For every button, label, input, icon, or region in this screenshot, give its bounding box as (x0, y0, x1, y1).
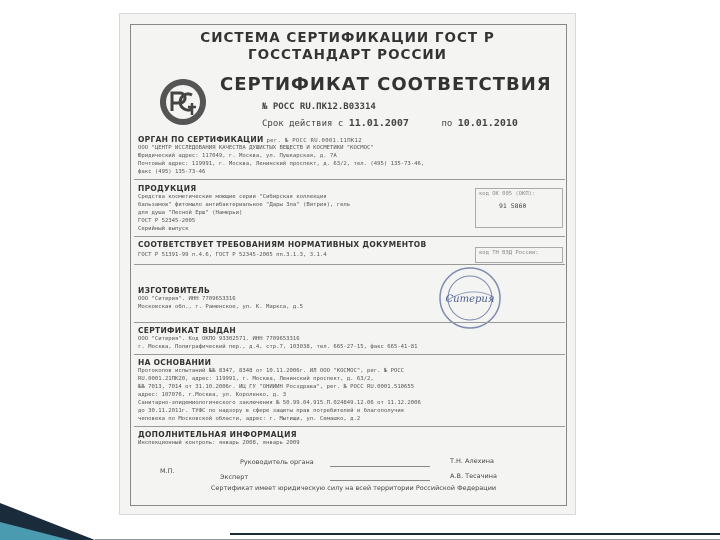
additional-heading: ДОПОЛНИТЕЛЬНАЯ ИНФОРМАЦИЯ (138, 430, 297, 439)
valid-from: 11.01.2007 (348, 118, 409, 129)
valid-to: 10.01.2010 (457, 118, 518, 129)
product-heading: ПРОДУКЦИЯ (138, 184, 197, 193)
divider (134, 179, 565, 180)
issued-line-1: ООО "Ситерия". Код ОКПО 93302571. ИНН 7709653316 (138, 336, 300, 342)
okp-value: 91 5860 (499, 202, 527, 210)
basis-line-5: Санитарно-эпидемиологического заключения № 50.99.04.915.П.024849.12.06 от 11.12.2006 (138, 400, 421, 406)
certificate-number: № РОСС RU.ПК12.В03314 (262, 102, 376, 112)
basis-line-2: RU.0001.21ПК20, адрес: 119991, г. Москва, Ленинский проспект, д. 63/2, (138, 376, 374, 382)
header-system: СИСТЕМА СЕРТИФИКАЦИИ ГОСТ Р (200, 30, 495, 46)
divider (134, 426, 565, 427)
stamp-text: Ситерия (445, 294, 495, 305)
certificate-footer: Сертификат имеет юридическую силу на всей территории Российской Федерации (210, 484, 497, 492)
rst-logo-icon (158, 77, 208, 127)
basis-line-1: Протоколов испытаний №№ 8347, 8348 от 10.11.2006г. ИЛ ООО "КОСМОС", рег. № РОСС (138, 368, 405, 374)
tnved-code-box (475, 247, 563, 263)
certificate-title: СЕРТИФИКАТ СООТВЕТСТВИЯ (220, 74, 552, 95)
product-line-3: для душа "Лесной Ерш" (Намерьи) (138, 210, 243, 216)
head-signature-name: Т.Н. Алехина (450, 457, 494, 465)
organ-line-3: Почтовый адрес: 119991, г. Москва, Ленинский проспект, д. 63/2, тел. (495) 135-73-46, (138, 161, 425, 167)
organ-line-4: факс (495) 135-73-46 (138, 169, 206, 175)
slide-ornament-icon (0, 500, 720, 540)
manufacturer-heading: ИЗГОТОВИТЕЛЬ (138, 286, 211, 295)
validity-to-label: по (441, 119, 453, 129)
product-line-5: Серийный выпуск (138, 226, 189, 232)
product-line-2: бальзамов" фитомыло антибактериальное "Дары Зла" (Витрия), гель (138, 202, 351, 208)
expert-signature-line (330, 480, 430, 481)
issued-line-2: г. Москва, Полиграфический пер., д.4, стр.7, 103038, тел. 665-27-15, факс 665-41-81 (138, 344, 418, 350)
product-line-1: Средства косметические моющие серии "Сибирская коллекция (138, 194, 327, 200)
basis-line-6: до 30.11.2011г. ТУФС по надзору в сфере защиты прав потребителей и благополучия (138, 408, 405, 414)
expert-signature-label: Эксперт (220, 473, 249, 481)
header-gosstandart: ГОССТАНДАРТ РОССИИ (248, 47, 447, 63)
divider (134, 236, 565, 237)
product-line-4: ГОСТ Р 52345-2005 (138, 218, 196, 224)
validity-prefix: Срок действия с (262, 119, 344, 129)
conformity-heading: СООТВЕТСТВУЕТ ТРЕБОВАНИЯМ НОРМАТИВНЫХ ДОКУМЕНТОВ (138, 240, 427, 249)
validity-period (262, 118, 518, 129)
basis-heading: НА ОСНОВАНИИ (138, 358, 212, 367)
expert-signature-name: А.В. Тесачина (450, 472, 497, 480)
conformity-line: ГОСТ Р 51391-99 п.4.6, ГОСТ Р 52345-2005 пп.3.1.3, 3.1.4 (138, 252, 327, 258)
basis-line-7: человека по Московской области, адрес: г. Мытищи, ул. Семашко, д.2 (138, 416, 361, 422)
divider (134, 354, 565, 355)
organ-line-2: Юридический адрес: 117049, г. Москва, ул. Пушкарская, д. 7А (138, 153, 337, 159)
manufacturer-line-2: Московская обл., г. Раменское, ул. К. Маркса, д.5 (138, 304, 304, 310)
manufacturer-line-1: ООО "Ситерия". ИНН 7709653316 (138, 296, 236, 302)
head-signature-line (330, 466, 430, 467)
tnved-label: код ТН ВЭД России: (479, 250, 539, 256)
additional-line: Инспекционный контроль: январь 2008, январь 2009 (138, 440, 300, 446)
okp-code-box (475, 188, 563, 228)
basis-line-4: адрес: 107076, г.Москва, ул. Короленко, д. 3 (138, 392, 287, 398)
divider (134, 264, 565, 265)
seal-place-label: М.П. (160, 467, 175, 475)
organ-line-1: ООО "ЦЕНТР ИССЛЕДОВАНИЯ КАЧЕСТВА ДУШИСТЫХ ВЕЩЕСТВ И КОСМЕТИКИ "КОСМОС" (138, 145, 374, 151)
company-stamp-icon (438, 266, 502, 330)
divider (134, 322, 565, 323)
head-signature-label: Руководитель органа (240, 458, 314, 466)
organ-heading (138, 135, 362, 146)
okp-label: код ОК 005 (ОКП): (479, 191, 536, 197)
issued-heading: СЕРТИФИКАТ ВЫДАН (138, 326, 236, 335)
basis-line-3: №№ 7013, 7014 от 31.10.2006г. ИЦ ГУ "ОНИИИН Росздрава", рег. № РОСС RU.0001.510655 (138, 384, 415, 390)
organ-reg: рег. № РОСС RU.0001.11ПК12 (266, 138, 362, 144)
organ-heading-text: ОРГАН ПО СЕРТИФИКАЦИИ (138, 135, 264, 144)
certificate-document (120, 14, 575, 514)
